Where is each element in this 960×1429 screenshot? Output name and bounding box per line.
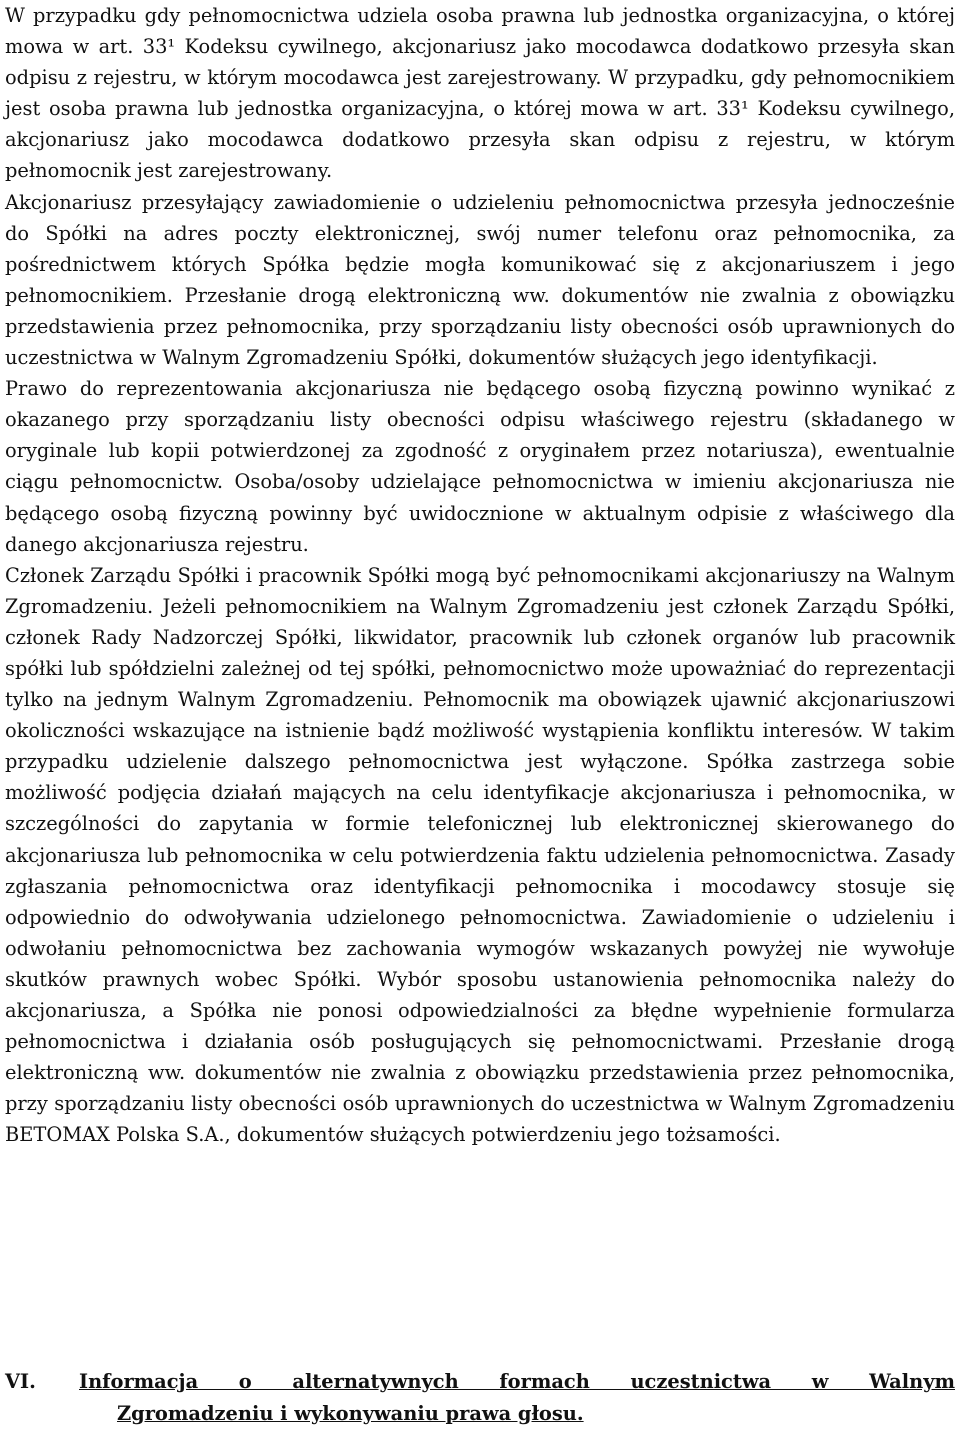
- paragraph-representation-right: Prawo do reprezentowania akcjonariusza nie będącego osobą fizyczną powinno wynikać z okazanego przy sporządzaniu listy obecności odpisu właściwego rejestru (składanego w oryginale lub kopii potwierdzonej za zgodność z oryginałem przez notariusza), ewentualnie ciągu pełnomocnictw. Osoba/osoby udzielające pełnomocnictwa w imieniu akcjonariusza nie będącego osobą fizyczną powinny być uwidocznione w aktualnym odpisie z właściwego dla danego akcjonariusza rejestru.: [5, 373, 955, 560]
- paragraph-proxy-scan: W przypadku gdy pełnomocnictwa udziela osoba prawna lub jednostka organizacyjna, o której mowa w art. 33¹ Kodeksu cywilnego, akcjonariusz jako mocodawca dodatkowo przesyła skan odpisu z rejestru, w którym mocodawca jest zarejestrowany. W przypadku, gdy pełnomocnikiem jest osoba prawna lub jednostka organizacyjna, o której mowa w art. 33¹ Kodeksu cywilnego, akcjonariusz jako mocodawca dodatkowo przesyła skan odpisu z rejestru, w którym pełnomocnik jest zarejestrowany.: [5, 0, 955, 187]
- section-title-line1: Informacja o alternatywnych formach uczestnictwa w Walnym: [79, 1366, 955, 1398]
- paragraph-proxy-notification: Akcjonariusz przesyłający zawiadomienie o udzieleniu pełnomocnictwa przesyła jednocześnie do Spółki na adres poczty elektronicznej, swój numer telefonu oraz pełnomocnika, za pośrednictwem których Spółka będzie mogła komunikować się z akcjonariuszem i jego pełnomocnikiem. Przesłanie drogą elektroniczną ww. dokumentów nie zwalnia z obowiązku przedstawienia przez pełnomocnika, przy sporządzaniu listy obecności osób uprawnionych do uczestnictwa w Walnym Zgromadzeniu Spółki, dokumentów służących jego identyfikacji.: [5, 187, 955, 374]
- section-title-line2: Zgromadzeniu i wykonywaniu prawa głosu.: [117, 1398, 955, 1429]
- section-number: VI.: [5, 1366, 36, 1398]
- section-heading: [5, 1366, 955, 1429]
- document-body: [5, 0, 955, 1150]
- paragraph-board-member-proxy: Członek Zarządu Spółki i pracownik Spółki mogą być pełnomocnikami akcjonariuszy na Walnym Zgromadzeniu. Jeżeli pełnomocnikiem na Walnym Zgromadzeniu jest członek Zarządu Spółki, członek Rady Nadzorczej Spółki, likwidator, pracownik lub członek organów lub pracownik spółki lub spółdzielni zależnej od tej spółki, pełnomocnictwo może upoważniać do reprezentacji tylko na jednym Walnym Zgromadzeniu. Pełnomocnik ma obowiązek ujawnić akcjonariuszowi okoliczności wskazujące na istnienie bądź możliwość wystąpienia konfliktu interesów. W takim przypadku udzielenie dalszego pełnomocnictwa jest wyłączone. Spółka zastrzega sobie możliwość podjęcia działań mających na celu identyfikacje akcjonariusza i pełnomocnika, w szczególności do zapytania w formie telefonicznej lub elektronicznej skierowanego do akcjonariusza lub pełnomocnika w celu potwierdzenia faktu udzielenia pełnomocnictwa. Zasady zgłaszania pełnomocnictwa oraz identyfikacji pełnomocnika i mocodawcy stosuje się odpowiednio do odwoływania udzielonego pełnomocnictwa. Zawiadomienie o udzieleniu i odwołaniu pełnomocnictwa bez zachowania wymogów wskazanych powyżej nie wywołuje skutków prawnych wobec Spółki. Wybór sposobu ustanowienia pełnomocnika należy do akcjonariusza, a Spółka nie ponosi odpowiedzialności za błędne wypełnienie formularza pełnomocnictwa i działania osób posługujących się pełnomocnictwami. Przesłanie drogą elektroniczną ww. dokumentów nie zwalnia z obowiązku przedstawienia przez pełnomocnika, przy sporządzaniu listy obecności osób uprawnionych do uczestnictwa w Walnym Zgromadzeniu BETOMAX Polska S.A., dokumentów służących potwierdzeniu jego tożsamości.: [5, 560, 955, 1151]
